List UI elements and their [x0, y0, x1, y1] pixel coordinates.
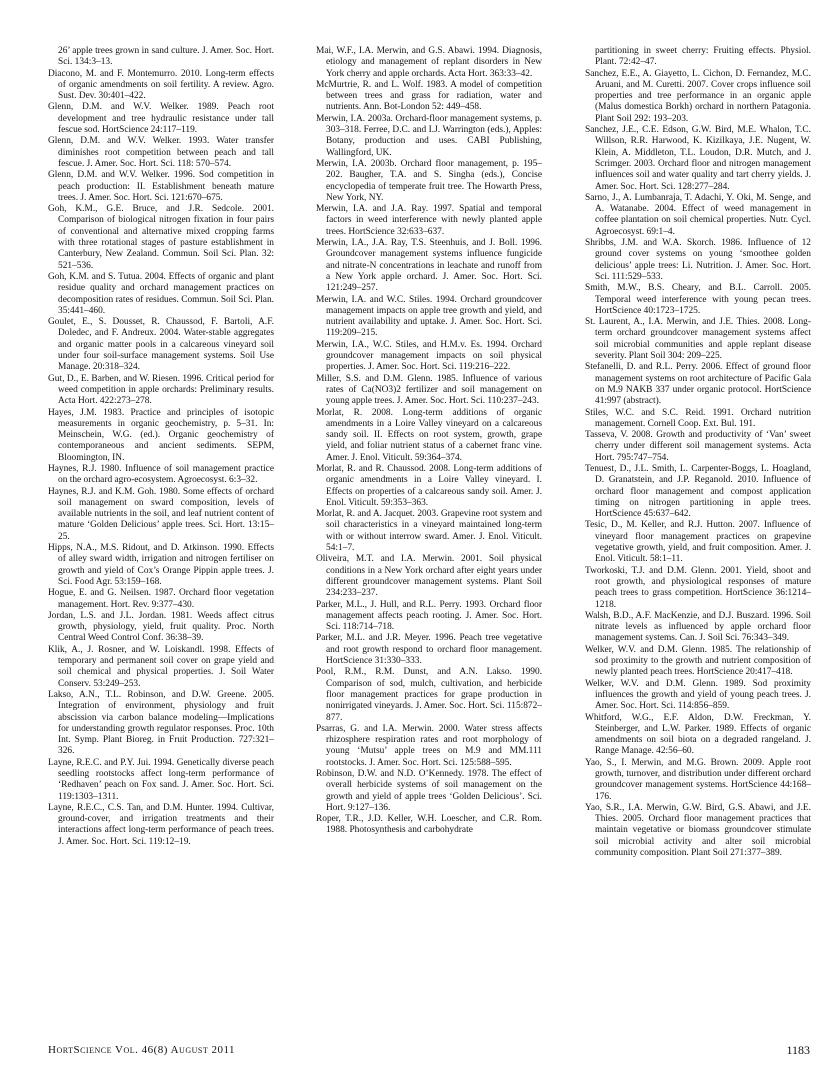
reference-entry: Tenuest, D., J.L. Smith, L. Carpenter-Boggs, L. Hoagland, D. Granatstein, and J.P. Reganold. 2010. Influence of orchard floor management and compost application timing on nitrogen partitioning in apple trees. HortScience 45:637–642. — [585, 463, 811, 520]
reference-entry: Goulet, E., S. Dousset, R. Chaussod, F. Bartoli, A.F. Doledec, and F. Andreux. 2004. Water-stable aggregates and organic matter pools in a calcareous vineyard soil under four soil-surface management systems. Soil Use Manage. 20:318–324. — [48, 317, 274, 373]
reference-entry: Walsh, B.D., A.F. MacKenzie, and D.J. Buszard. 1996. Soil nitrate levels as influenced by apple orchard floor management systems. Can. J. Soil Sci. 76:343–349. — [585, 610, 811, 644]
reference-entry: Hayes, J.M. 1983. Practice and principles of isotopic measurements in organic geochemistry, p. 5–31. In: Meinschein, W.G. (ed.). Organic geochemistry of contemporaneous and ancient sediments. SEPM, Bloomington, IN. — [48, 407, 274, 463]
reference-column-1 — [48, 46, 274, 848]
reference-entry: Pool, R.M., R.M. Dunst, and A.N. Lakso. 1990. Comparison of sod, mulch, cultivation, and herbicide floor management practices for grape production in nonirrigated vineyards. J. Amer. Soc. Hort. Sci. 115:872–877. — [316, 667, 542, 723]
page-number: 1183 — [786, 1043, 810, 1057]
reference-entry: Merwin, I.A. and W.C. Stiles. 1994. Orchard groundcover management impacts on apple tree growth and yield, and nutrient availability and uptake. J. Amer. Soc. Hort. Sci. 119:209–215. — [316, 294, 542, 339]
reference-entry: Merwin, I.A., J.A. Ray, T.S. Steenhuis, and J. Boll. 1996. Groundcover management systems influence fungicide and nitrate-N concentrations in leachate and runoff from a New York apple orchard. J. Amer. Soc. Hort. Sci. 121:249–257. — [316, 238, 542, 294]
reference-entry: Glenn, D.M. and W.V. Welker. 1993. Water transfer diminishes root competition between peach and tall fescue. J. Amer. Soc. Hort. Sci. 118: 570–574. — [48, 136, 274, 169]
reference-column-3 — [585, 46, 811, 859]
reference-entry: Merwin, I.A. 2003b. Orchard floor management, p. 195–202. Baugher, T.A. and S. Singha (eds.), Concise encyclopedia of temperate fruit tree. The Howarth Press, New York, NY. — [316, 158, 542, 203]
reference-entry: Welker, W.V. and D.M. Glenn. 1985. The relationship of sod proximity to the growth and nutrient composition of newly planted peach trees. HortScience 20:417–418. — [585, 644, 811, 678]
reference-entry: Psarras, G. and I.A. Merwin. 2000. Water stress affects rhizosphere respiration rates and root morphology of young ‘Mutsu’ apple trees on M.9 and MM.111 rootstocks. J. Amer. Soc. Hort. Sci. 125:588–595. — [316, 723, 542, 768]
reference-entry: Shribbs, J.M. and W.A. Skorch. 1986. Influence of 12 ground cover systems on young ‘smoothee golden delicious’ apple trees: Li. Nutrition. J. Amer. Soc. Hort. Sci. 111:529–533. — [585, 238, 811, 282]
reference-entry: McMurtrie, R. and L. Wolf. 1983. A model of competition between trees and grass for radiation, water and nutrients. Ann. Bot-London 52: 449–458. — [316, 79, 542, 113]
reference-entry: Tasseva, V. 2008. Growth and productivity of ‘Van’ sweet cherry under different soil management systems. Acta Hort. 795:747–754. — [585, 430, 811, 463]
reference-entry: Merwin, I.A., W.C. Stiles, and H.M.v. Es. 1994. Orchard groundcover management impacts on soil physical properties. J. Amer. Soc. Hort. Sci. 119:216–222. — [316, 339, 542, 373]
reference-entry: Diacono, M. and F. Montemurro. 2010. Long-term effects of organic amendments on soil fertility. A review. Agro. Sust. Dev. 30:401–422. — [48, 68, 274, 102]
reference-entry: Morlat, R. and R. Chaussod. 2008. Long-term additions of organic amendments in a Loire Valley vineyard. I. Effects on properties of a calcareous sandy soil. Amer. J. Enol. Viticult. 59:353–363. — [316, 463, 542, 508]
reference-entry: Tworkoski, T.J. and D.M. Glenn. 2001. Yield, shoot and root growth, and physiological responses of mature peach trees to grass competition. HortScience 36:1214–1218. — [585, 565, 811, 610]
reference-entry: Tesic, D., M. Keller, and R.J. Hutton. 2007. Influence of vineyard floor management practices on grapevine vegetative growth, yield, and fruit composition. Amer. J. Enol. Viticult. 58:1–11. — [585, 520, 811, 565]
reference-entry: St. Laurent, A., I.A. Merwin, and J.E. Thies. 2008. Long-term orchard groundcover management systems affect soil microbial communities and apple replant disease severity. Plant Soil 304: 209–225. — [585, 317, 811, 362]
reference-column-2 — [316, 46, 542, 837]
reference-entry: Yao, S., I. Merwin, and M.G. Brown. 2009. Apple root growth, turnover, and distribution under different orchard groundcover management systems. HortScience 44:168–176. — [585, 757, 811, 802]
reference-entry: Sanchez, E.E., A. Giayetto, L. Cichon, D. Fernandez, M.C. Aruani, and M. Curetti. 2007. Cover crops influence soil properties and tree performance in an organic apple (Malus domestica Borkh) orchard in northern Patagonia. Plant Soil 292: 193–203. — [585, 68, 811, 124]
reference-entry: Oliveira, M.T. and I.A. Merwin. 2001. Soil physical conditions in a New York orchard after eight years under different groundcover management systems. Plant Soil 234:233–237. — [316, 554, 542, 599]
journal-footer: HortScience Vol. 46(8) August 2011 — [48, 1044, 236, 1056]
reference-entry: Haynes, R.J. and K.M. Goh. 1980. Some effects of orchard soil management on sward composition, levels of available nutrients in the soil, and leaf nutrient content of mature ‘Golden Delicious’ apple trees. Sci. Hort. 13:15–25. — [48, 486, 274, 542]
reference-entry: Morlat, R. and A. Jacquet. 2003. Grapevine root system and soil characteristics in a vineyard maintained long-term with or without interrow sward. Amer. J. Enol. Viticult. 54:1–7. — [316, 509, 542, 554]
reference-entry: Sarno, J., A. Lumbanraja, T. Adachi, Y. Oki, M. Senge, and A. Watanabe. 2004. Effect of weed management in coffee plantation on soil chemical properties. Nutr. Cycl. Agroecosyst. 69:1–4. — [585, 192, 811, 237]
reference-entry: Glenn, D.M. and W.V. Welker. 1989. Peach root development and tree hydraulic resistance under tall fescue sod. HortScience 24:117–119. — [48, 102, 274, 136]
reference-entry: Stefanelli, D. and R.L. Perry. 2006. Effect of ground floor management systems on root architecture of Pacific Gala on M.9 NAKB 337 under organic protocol. HortScience 41:997 (abstract). — [585, 362, 811, 407]
reference-entry: Hogue, E. and G. Neilsen. 1987. Orchard floor vegetation management. Hort. Rev. 9:377–430. — [48, 588, 274, 610]
reference-entry: Miller, S.S. and D.M. Glenn. 1985. Influence of various rates of Ca(NO3)2 fertilizer and soil management on young apple trees. J. Amer. Soc. Hort. Sci. 110:237–243. — [316, 373, 542, 407]
reference-entry: Klik, A., J. Rosner, and W. Loiskandl. 1998. Effects of temporary and permanent soil cover on grape yield and soil chemical and physical properties. J. Soil Water Conserv. 53:249–253. — [48, 644, 274, 689]
reference-entry: Robinson, D.W. and N.D. O’Kennedy. 1978. The effect of overall herbicide systems of soil management on the growth and yield of apple trees ‘Golden Delicious’. Sci. Hort. 9:127–136. — [316, 769, 542, 813]
reference-entry: Parker, M.L. and J.R. Meyer. 1996. Peach tree vegetative and root growth respond to orchard floor management. HortScience 31:330–333. — [316, 633, 542, 667]
reference-entry: Merwin, I.A. and J.A. Ray. 1997. Spatial and temporal factors in weed interference with newly planted apple trees. HortScience 32:633–637. — [316, 204, 542, 237]
reference-entry: partitioning in sweet cherry: Fruiting effects. Physiol. Plant. 72:42–47. — [595, 46, 811, 68]
reference-entry: Sanchez, J.E., C.E. Edson, G.W. Bird, M.E. Whalon, T.C. Willson, R.R. Harwood, K. Kizilkaya, J.E. Nugent, W. Klein, A. Middleton, T.L. Loudon, D.R. Mutch, and J. Scrimger. 2003. Orchard floor and nitrogen management influences soil and water quality and tart cherry yields. J. Amer. Soc. Hort. Sci. 128:277–284. — [585, 125, 811, 192]
reference-entry: Yao, S.R., I.A. Merwin, G.W. Bird, G.S. Abawi, and J.E. Thies. 2005. Orchard floor management practices that maintain vegetative or biomass groundcover stimulate soil microbial activity and alter soil microbial community composition. Plant Soil 271:377–389. — [585, 802, 811, 859]
reference-entry: Welker, W.V. and D.M. Glenn. 1989. Sod proximity influences the growth and yield of young peach trees. J. Amer. Soc. Hort. Sci. 114:856–859. — [585, 678, 811, 712]
reference-entry: Stiles, W.C. and S.C. Reid. 1991. Orchard nutrition management. Cornell Coop. Ext. Bul. 191. — [585, 407, 811, 429]
reference-entry: Lakso, A.N., T.L. Robinson, and D.W. Greene. 2005. Integration of environment, physiology and fruit abscission via carbon balance modeling—Implications for understanding growth regulator responses. Proc. 10th Int. Symp. Plant Bioreg. in Fruit Production. 727:321–326. — [48, 689, 274, 757]
reference-entry: Morlat, R. 2008. Long-term additions of organic amendments in a Loire Valley vineyard on a calcareous sandy soil. II. Effects on root system, growth, grape yield, and foliar nutrient status of a cabernet franc vine. Amer. J. Enol. Viticult. 59:364–374. — [316, 407, 542, 463]
reference-entry: Whitford, W.G., E.F. Aldon, D.W. Freckman, Y. Steinberger, and L.W. Parker. 1989. Effects of organic amendments on soil biota on a degraded rangeland. J. Range Manage. 42:56–60. — [585, 712, 811, 757]
reference-entry: Smith, M.W., B.S. Cheary, and B.L. Carroll. 2005. Temporal weed interference with young pecan trees. HortScience 40:1723–1725. — [585, 283, 811, 316]
reference-entry: Goh, K.M. and S. Tutua. 2004. Effects of organic and plant residue quality and orchard management practices on decomposition rates of residues. Commun. Soil Sci. Plan. 35:441–460. — [48, 271, 274, 316]
reference-entry: Gut, D., E. Barben, and W. Riesen. 1996. Critical period for weed competition in apple orchards: Preliminary results. Acta Hort. 422:273–278. — [48, 373, 274, 407]
reference-entry: Jordan, L.S. and J.L. Jordan. 1981. Weeds affect citrus growth, physiology, yield, fruit quality. Proc. North Central Weed Control Conf. 36:38–39. — [48, 610, 274, 644]
reference-entry: Layne, R.E.C., C.S. Tan, and D.M. Hunter. 1994. Cultivar, ground-cover, and irrigation treatments and their interactions affect long-term performance of peach trees. J. Amer. Soc. Hort. Sci. 119:12–19. — [48, 802, 274, 847]
reference-entry: Glenn, D.M. and W.V. Welker. 1996. Sod competition in peach production: II. Establishment beneath mature trees. J. Amer. Soc. Hort. Sci. 121:670–675. — [48, 170, 274, 203]
reference-entry: Hipps, N.A., M.S. Ridout, and D. Atkinson. 1990. Effects of alley sward width, irrigation and nitrogen fertiliser on growth and yield of Cox’s Orange Pippin apple trees. J. Sci. Food Agr. 53:159–168. — [48, 543, 274, 587]
reference-entry: Goh, K.M., G.E. Bruce, and J.R. Sedcole. 2001. Comparison of biological nitrogen fixation in four pairs of conventional and alternative mixed cropping farms with three rotational stages of pasture establishment in Canterbury, New Zealand. Commun. Soil Sci. Plan. 32: 521–536. — [48, 204, 274, 271]
reference-entry: Mai, W.F., I.A. Merwin, and G.S. Abawi. 1994. Diagnosis, etiology and management of replant disorders in New York cherry and apple orchards. Acta Hort. 363:33–42. — [316, 46, 542, 79]
reference-entry: Haynes, R.J. 1980. Influence of soil management practice on the orchard agro-ecosystem. Agroecosyst. 6:3–32. — [48, 463, 274, 486]
reference-entry: Parker, M.L., J. Hull, and R.L. Perry. 1993. Orchard floor management affects peach rooting. J. Amer. Soc. Hort. Sci. 118:714–718. — [316, 599, 542, 633]
reference-entry: Merwin, I.A. 2003a. Orchard-floor management systems, p. 303–318. Ferree, D.C. and I.J. Warrington (eds.), Apples: Botany, production and uses. CABI Publishing, Wallingford, UK. — [316, 113, 542, 158]
reference-entry: Roper, T.R., J.D. Keller, W.H. Loescher, and C.R. Rom. 1988. Photosynthesis and carbohydrate — [316, 814, 542, 836]
reference-entry: Layne, R.E.C. and P.Y. Jui. 1994. Genetically diverse peach seedling rootstocks affect long-term performance of ‘Redhaven’ peach on Fox sand. J. Amer. Soc. Hort. Sci. 119:1303–1311. — [48, 757, 274, 802]
reference-entry: 26’ apple trees grown in sand culture. J. Amer. Soc. Hort. Sci. 134:3–13. — [58, 46, 274, 68]
